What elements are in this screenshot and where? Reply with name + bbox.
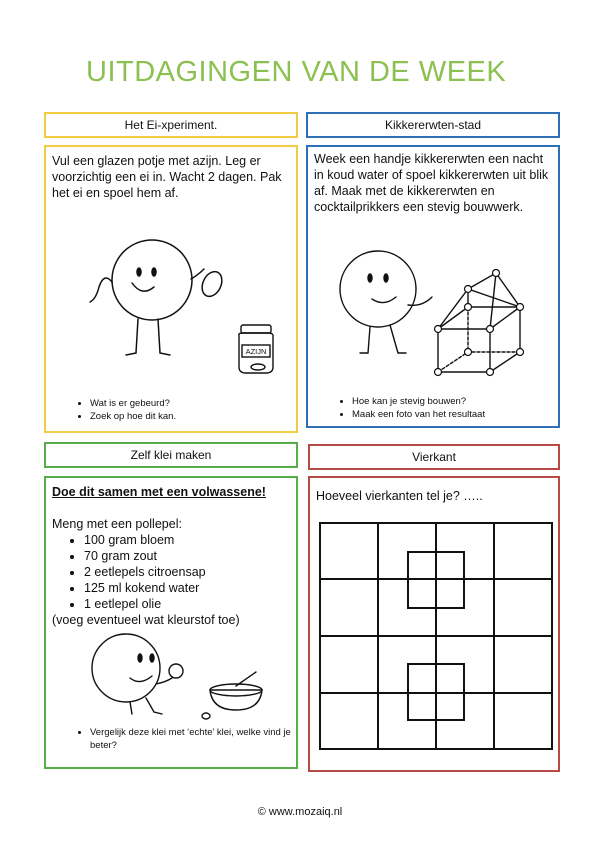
list-item: • 100 gram bloem: [84, 532, 296, 548]
chickpea-builder-illustration: [308, 147, 558, 427]
chickpea-card-header-label: Kikkererwten-stad: [384, 118, 482, 132]
list-item: • 2 eetlepels citroensap: [84, 564, 296, 580]
list-item: • Wat is er gebeurd?: [90, 397, 176, 410]
clay-card-bullets: [72, 726, 300, 752]
chickpea-card-bullets: [334, 395, 485, 421]
square-card: [308, 476, 560, 772]
egg-card: [44, 145, 298, 433]
egg-character-illustration: [46, 147, 296, 431]
footer-copyright: © www.mozaiq.nl: [257, 806, 343, 818]
list-item: • Vergelijk deze klei met ‘echte’ klei, welke vind je beter?: [90, 726, 300, 752]
clay-card: [44, 476, 298, 769]
list-item: • Zoek op hoe dit kan.: [90, 410, 176, 423]
square-card-header-label: Vierkant: [412, 450, 456, 464]
square-puzzle-grid: [310, 478, 558, 770]
page-title: UITDAGINGEN VAN DE WEEK: [86, 56, 507, 88]
jar-label: AZIJN: [245, 347, 267, 356]
egg-card-bullets: [72, 397, 176, 423]
egg-card-header-label: Het Ei-xperiment.: [124, 118, 218, 132]
list-item: • 70 gram zout: [84, 548, 296, 564]
clay-intro: Meng met een pollepel:: [52, 517, 182, 531]
list-item: • 125 ml kokend water: [84, 580, 296, 596]
chickpea-card-text: Week een handje kikkererwten een nacht in koud water of spoel kikkererwten uit blik af. Maak met de kikkererwten en cocktailprikkers een stevig bouwwerk.: [314, 152, 549, 214]
clay-making-illustration: [46, 478, 296, 768]
egg-card-header: [44, 112, 298, 138]
chickpea-card: [306, 145, 560, 428]
square-card-header: [308, 444, 560, 470]
clay-warning: Doe dit samen met een volwassene!: [52, 485, 266, 499]
clay-note: (voeg eventueel wat kleurstof toe): [52, 613, 240, 627]
clay-card-header-label: Zelf klei maken: [130, 448, 212, 462]
list-item: • Maak een foto van het resultaat: [352, 408, 485, 421]
list-item: • 1 eetlepel olie: [84, 596, 296, 612]
chickpea-card-header: [306, 112, 560, 138]
egg-card-text: Vul een glazen potje met azijn. Leg er voorzichtig een ei in. Wacht 2 dagen. Pak het ei en spoel hem af.: [52, 154, 282, 200]
list-item: • Hoe kan je stevig bouwen?: [352, 395, 485, 408]
square-question: Hoeveel vierkanten tel je? …..: [316, 489, 483, 503]
vinegar-jar-illustration: [236, 323, 278, 375]
clay-card-header: [44, 442, 298, 468]
